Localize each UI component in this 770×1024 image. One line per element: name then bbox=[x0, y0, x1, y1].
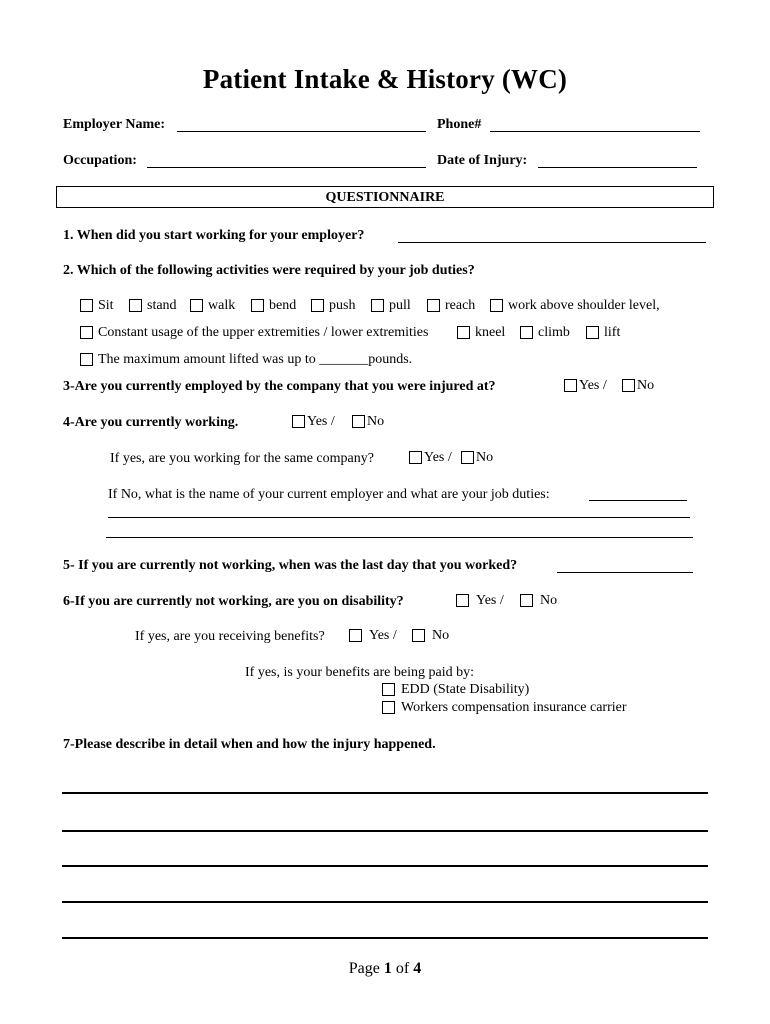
start-date-field[interactable] bbox=[398, 242, 706, 243]
activity-label: bend bbox=[269, 298, 297, 313]
questionnaire-label: QUESTIONNAIRE bbox=[325, 190, 445, 205]
description-line[interactable] bbox=[62, 937, 708, 939]
sit-checkbox[interactable] bbox=[80, 299, 93, 312]
activity-label: pull bbox=[389, 298, 411, 313]
wc-carrier-label: Workers compensation insurance carrier bbox=[401, 700, 627, 715]
benefits-no-checkbox[interactable] bbox=[412, 629, 425, 642]
wc-carrier-checkbox[interactable] bbox=[382, 701, 395, 714]
pull-checkbox[interactable] bbox=[371, 299, 384, 312]
extremities-checkbox[interactable] bbox=[80, 326, 93, 339]
question-3: 3-Are you currently employed by the company that you were injured at? bbox=[63, 379, 496, 394]
push-checkbox[interactable] bbox=[311, 299, 324, 312]
q3-no-label: No bbox=[637, 378, 655, 393]
phone-label: Phone# bbox=[437, 117, 482, 132]
bend-checkbox[interactable] bbox=[251, 299, 264, 312]
description-line[interactable] bbox=[62, 865, 708, 867]
phone-field[interactable] bbox=[490, 131, 700, 132]
climb-checkbox[interactable] bbox=[520, 326, 533, 339]
activity-label: work above shoulder level, bbox=[508, 298, 660, 313]
same-company-yes-label: Yes / bbox=[424, 450, 452, 465]
same-company-yes-checkbox[interactable] bbox=[409, 451, 422, 464]
current-employer-line-3[interactable] bbox=[106, 537, 693, 538]
current-page: 1 bbox=[383, 960, 392, 977]
max-lifted-checkbox[interactable] bbox=[80, 353, 93, 366]
activity-label: kneel bbox=[475, 325, 506, 340]
activity-label: walk bbox=[208, 298, 236, 313]
q6-benefits-label: If yes, are you receiving benefits? bbox=[135, 629, 325, 644]
activity-label: stand bbox=[147, 298, 177, 313]
q3-yes-checkbox[interactable] bbox=[564, 379, 577, 392]
activity-label: Sit bbox=[98, 298, 114, 313]
total-pages: 4 bbox=[413, 960, 422, 977]
q4-same-company-label: If yes, are you working for the same company? bbox=[110, 451, 374, 466]
last-day-worked-field[interactable] bbox=[557, 572, 693, 573]
q6-no-checkbox[interactable] bbox=[520, 594, 533, 607]
date-of-injury-field[interactable] bbox=[538, 167, 697, 168]
q6-payer-label: If yes, is your benefits are being paid by: bbox=[245, 665, 474, 680]
occupation-label: Occupation: bbox=[63, 153, 137, 168]
q4-no-label: No bbox=[367, 414, 385, 429]
question-4: 4-Are you currently working. bbox=[63, 415, 239, 430]
q3-yes-label: Yes / bbox=[579, 378, 607, 393]
question-1: 1. When did you start working for your employer? bbox=[63, 228, 365, 243]
q3-no-checkbox[interactable] bbox=[622, 379, 635, 392]
q6-no-label: No bbox=[540, 593, 558, 608]
edd-label: EDD (State Disability) bbox=[401, 682, 530, 697]
question-6: 6-If you are currently not working, are you on disability? bbox=[63, 594, 404, 609]
page-word: Page bbox=[348, 960, 380, 977]
activity-label: push bbox=[329, 298, 356, 313]
question-2: 2. Which of the following activities were required by your job duties? bbox=[63, 263, 475, 278]
benefits-no-label: No bbox=[432, 628, 450, 643]
employer-name-label: Employer Name: bbox=[63, 117, 165, 132]
occupation-field[interactable] bbox=[147, 167, 426, 168]
activity-label: climb bbox=[538, 325, 570, 340]
q4-yes-checkbox[interactable] bbox=[292, 415, 305, 428]
description-line[interactable] bbox=[62, 830, 708, 832]
description-line[interactable] bbox=[62, 901, 708, 903]
q6-yes-label: Yes / bbox=[476, 593, 504, 608]
edd-checkbox[interactable] bbox=[382, 683, 395, 696]
reach-checkbox[interactable] bbox=[427, 299, 440, 312]
work-above-shoulder-checkbox[interactable] bbox=[490, 299, 503, 312]
questionnaire-header bbox=[56, 186, 714, 208]
question-5: 5- If you are currently not working, when was the last day that you worked? bbox=[63, 558, 518, 573]
page-title: Patient Intake & History (WC) bbox=[202, 64, 568, 94]
current-employer-field[interactable] bbox=[589, 500, 687, 501]
question-7: 7-Please describe in detail when and how the injury happened. bbox=[63, 737, 436, 752]
benefits-yes-label: Yes / bbox=[369, 628, 397, 643]
activity-label: Constant usage of the upper extremities / lower extremities bbox=[98, 325, 429, 340]
max-lifted-label: The maximum amount lifted was up to _______pounds. bbox=[98, 352, 413, 367]
q4-no-checkbox[interactable] bbox=[352, 415, 365, 428]
q6-yes-checkbox[interactable] bbox=[456, 594, 469, 607]
current-employer-line-2[interactable] bbox=[108, 517, 690, 518]
activity-label: lift bbox=[604, 325, 621, 340]
q4-yes-label: Yes / bbox=[307, 414, 335, 429]
date-of-injury-label: Date of Injury: bbox=[437, 153, 528, 168]
employer-name-field[interactable] bbox=[177, 131, 426, 132]
lift-checkbox[interactable] bbox=[586, 326, 599, 339]
description-line[interactable] bbox=[62, 792, 708, 794]
stand-checkbox[interactable] bbox=[129, 299, 142, 312]
q4-current-employer-label: If No, what is the name of your current employer and what are your job duties: bbox=[108, 487, 550, 502]
benefits-yes-checkbox[interactable] bbox=[349, 629, 362, 642]
activity-label: reach bbox=[445, 298, 476, 313]
walk-checkbox[interactable] bbox=[190, 299, 203, 312]
same-company-no-checkbox[interactable] bbox=[461, 451, 474, 464]
page-number bbox=[0, 960, 770, 978]
same-company-no-label: No bbox=[476, 450, 494, 465]
kneel-checkbox[interactable] bbox=[457, 326, 470, 339]
of-word: of bbox=[395, 960, 410, 977]
